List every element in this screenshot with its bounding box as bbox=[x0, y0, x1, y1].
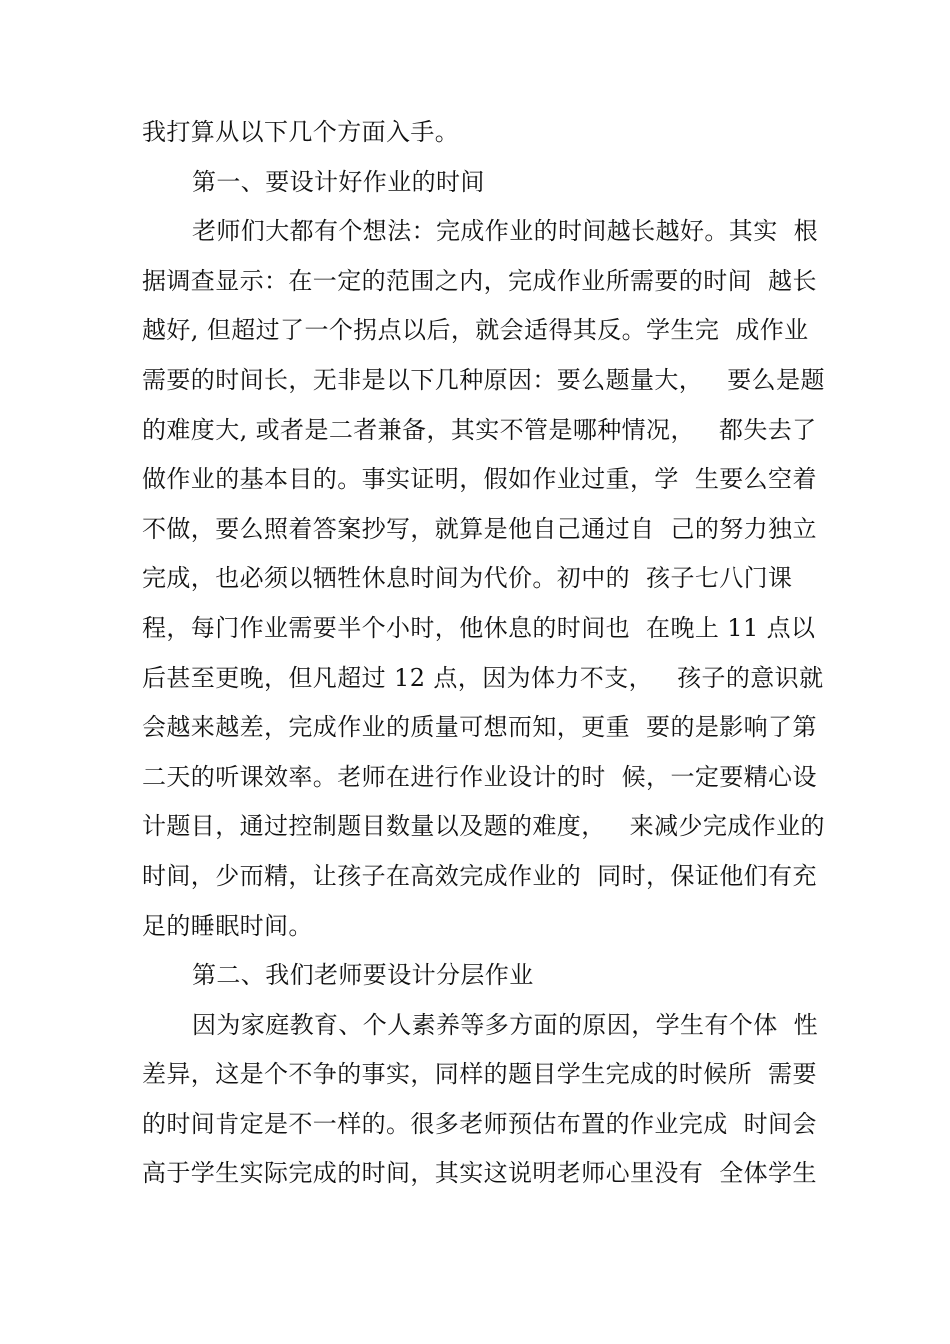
text-line: 据调查显示：在一定的范围之内，完成作业所需要的时间 越长 bbox=[142, 266, 817, 295]
text-line: 会越来越差，完成作业的质量可想而知，更重 要的是影响了第 bbox=[142, 713, 817, 742]
text-line: 高于学生实际完成的时间，其实这说明老师心里没有 全体学生 bbox=[142, 1159, 817, 1188]
text-line: 二天的听课效率。老师在进行作业设计的时 候，一定要精心设 bbox=[142, 762, 817, 791]
section-heading: 第二、我们老师要设计分层作业 bbox=[192, 961, 534, 990]
text-line: 越好, 但超过了一个拐点以后，就会适得其反。学生完 成作业 bbox=[142, 316, 809, 345]
text-line: 做作业的基本目的。事实证明，假如作业过重，学 生要么空着 bbox=[142, 465, 817, 494]
text-line: 因为家庭教育、个人素养等多方面的原因，学生有个体 性 bbox=[192, 1010, 819, 1039]
text-line: 的难度大, 或者是二者兼备，其实不管是哪种情况， 都失去了 bbox=[142, 415, 817, 444]
text-line: 的时间肯定是不一样的。很多老师预估布置的作业完成 时间会 bbox=[142, 1109, 817, 1138]
text-line: 我打算从以下几个方面入手。 bbox=[142, 118, 460, 146]
text-line: 后甚至更晚，但凡超过 12 点，因为体力不支， 孩子的意识就 bbox=[142, 663, 824, 692]
body-text bbox=[142, 108, 825, 1199]
text-line: 不做，要么照着答案抄写，就算是他自己通过自 己的努力独立 bbox=[142, 514, 817, 543]
text-line: 需要的时间长，无非是以下几种原因：要么题量大， 要么是题 bbox=[142, 365, 825, 394]
text-line: 计题目，通过控制题目数量以及题的难度， 来减少完成作业的 bbox=[142, 812, 825, 841]
text-line: 时间，少而精，让孩子在高效完成作业的 同时，保证他们有充 bbox=[142, 861, 817, 890]
text-line: 差异，这是个不争的事实，同样的题目学生完成的时候所 需要 bbox=[142, 1060, 817, 1089]
text-line: 程，每门作业需要半个小时，他休息的时间也 在晚上 11 点以 bbox=[142, 613, 816, 642]
section-heading: 第一、要设计好作业的时间 bbox=[192, 167, 485, 196]
text-line: 足的睡眠时间。 bbox=[142, 911, 313, 940]
text-line: 老师们大都有个想法：完成作业的时间越长越好。其实 根 bbox=[192, 217, 819, 246]
text-line: 完成，也必须以牺牲休息时间为代价。初中的 孩子七八门课 bbox=[142, 564, 793, 593]
